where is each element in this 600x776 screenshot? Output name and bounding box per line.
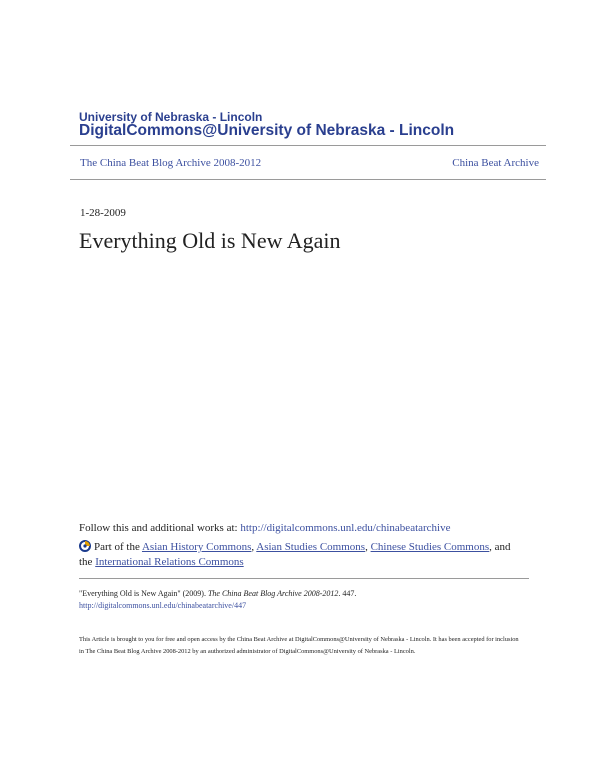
asian-history-commons-link[interactable]: Asian History Commons xyxy=(141,541,252,553)
citation-url-link[interactable]: http://digitalcommons.unl.edu/chinabeatarchive/447 xyxy=(79,601,247,610)
part-of-commons xyxy=(79,540,529,570)
sep-3: , and xyxy=(489,541,511,553)
repository-name[interactable]: DigitalCommons@University of Nebraska - Lincoln xyxy=(79,122,455,139)
divider-citation xyxy=(79,578,529,579)
the-word: the xyxy=(79,556,96,568)
network-icon xyxy=(79,540,91,552)
citation-text-after: . 447. xyxy=(338,589,357,598)
disclaimer-text: This Article is brought to you for free and open access by the China Beat Archive at DigitalCommons@University of Nebraska - Lincoln. It has been accepted for inclusion in The China Beat Blog Archive 2008-2012 by an authorized administrator of DigitalCommons@University of Nebraska - Lincoln. xyxy=(79,636,519,655)
asian-studies-commons-link[interactable]: Asian Studies Commons xyxy=(256,541,366,553)
university-name: University of Nebraska - Lincoln xyxy=(79,110,263,124)
sep-2: , xyxy=(365,541,371,553)
article-title: Everything Old is New Again xyxy=(79,228,341,253)
divider-top xyxy=(70,145,546,146)
citation-series: The China Beat Blog Archive 2008-2012 xyxy=(207,589,339,598)
follow-prefix: Follow this and additional works at: xyxy=(79,522,241,534)
series-link[interactable]: The China Beat Blog Archive 2008-2012 xyxy=(80,157,262,169)
chinese-studies-commons-link[interactable]: Chinese Studies Commons xyxy=(370,541,490,553)
article-date: 1-28-2009 xyxy=(80,207,126,219)
international-relations-commons-link[interactable]: International Relations Commons xyxy=(95,556,244,568)
archive-link[interactable]: China Beat Archive xyxy=(452,157,539,169)
follow-line xyxy=(79,522,451,534)
follow-url-link[interactable]: http://digitalcommons.unl.edu/chinabeatarchive xyxy=(240,522,451,534)
divider-series xyxy=(70,179,546,180)
citation xyxy=(79,588,529,612)
sep-1: , xyxy=(251,541,257,553)
citation-text-before: "Everything Old is New Again" (2009). xyxy=(79,589,208,598)
part-of-prefix: Part of the xyxy=(94,541,142,553)
